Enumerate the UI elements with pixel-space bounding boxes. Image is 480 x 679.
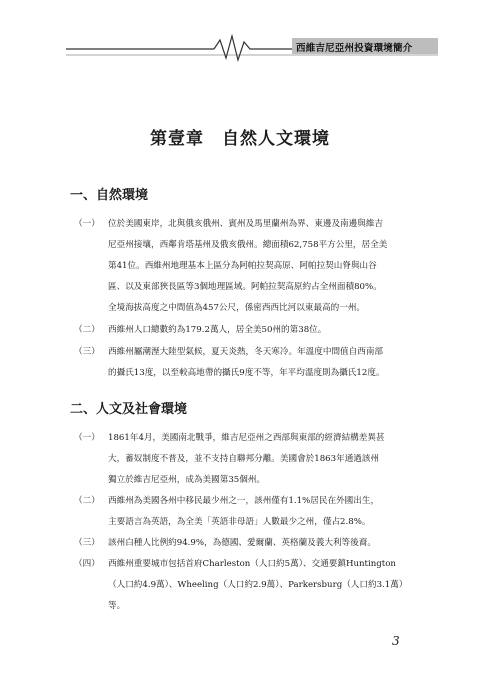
item-text-line: 主要語言為英語，為全美「英語非母語」人數最少之州，僅占2.8%。: [108, 517, 371, 527]
item-text-line: 大，蓄奴制度不普及，並不支持自聯邦分離。美國會於1863年通過該州: [108, 454, 380, 464]
item-text-line: 等。: [108, 601, 126, 611]
list-item: [74, 320, 434, 341]
item-text-line: 該州白種人比例約94.9%，為德國、愛爾蘭、英格蘭及義大利等後裔。: [108, 538, 376, 548]
item-text-line: 區、以及東部狹長區等3個地理區域。阿帕拉契高原約占全州面積80%。: [108, 282, 382, 292]
item-text-line: 西維州重要城市包括首府Charleston（人口約5萬）、交通要鎮Huntington: [108, 559, 396, 569]
item-number: （二）: [74, 325, 100, 335]
item-number: （四）: [74, 559, 100, 569]
item-text-line: 西維州為美國各州中移民最少州之一，該州僅有1.1%居民在外國出生，: [108, 496, 380, 506]
list-item: [74, 554, 434, 617]
list-item: [74, 428, 434, 491]
item-text-line: 位於美國東岸，北與俄亥俄州、賓州及馬里蘭州為界、東邊及南邊與維吉: [108, 219, 384, 229]
header-title: 西維吉尼亞州投資環境簡介: [296, 43, 413, 54]
page-header: [0, 0, 480, 70]
item-number: （三）: [74, 347, 100, 357]
item-text-line: 獨立於維吉尼亞州，成為美國第35個州。: [108, 475, 266, 485]
item-text-line: 第41位。西維州地理基本上區分為阿帕拉契高原、阿帕拉契山脊與山谷: [108, 261, 377, 271]
item-number: （二）: [74, 496, 100, 506]
item-text-line: 1861年4月，美國南北戰爭，維吉尼亞州之西部與東部的經濟結構差異甚: [108, 433, 385, 443]
chapter-title: 第壹章 自然人文環境: [150, 129, 330, 149]
item-number: （三）: [74, 538, 100, 548]
page-number: 3: [392, 634, 400, 648]
item-text-line: （人口約4.9萬）、Wheeling（人口約2.9萬）、Parkersburg（人口約3.1萬）: [108, 580, 408, 590]
list-item: [74, 533, 434, 554]
section-heading-social-environment: 二、人文及社會環境: [70, 402, 188, 417]
header-wave-decoration: [0, 0, 480, 70]
item-text-line: 全境海拔高度之中間值為457公尺，係密西西比河以東最高的一州。: [108, 303, 366, 313]
item-number: （一）: [74, 433, 100, 443]
section-heading-natural-environment: 一、自然環境: [70, 188, 149, 203]
item-text-line: 西維州人口總數約為179.2萬人，居全美50州的第38位。: [108, 325, 327, 335]
list-item: [74, 214, 434, 319]
item-text-line: 西維州屬潮溼大陸型氣候，夏天炎熱，冬天寒冷。年溫度中間值自西南部: [108, 347, 384, 357]
item-number: （一）: [74, 219, 100, 229]
item-text-line: 尼亞州接壤，西鄰肯塔基州及俄亥俄州。總面積62,758平方公里，居全美: [108, 240, 388, 250]
list-item: [74, 491, 434, 533]
item-text-line: 的攝氏13度，以至較高地帶的攝氏9度不等，年平均溫度則為攝氏12度。: [108, 368, 385, 378]
list-item: [74, 342, 434, 384]
